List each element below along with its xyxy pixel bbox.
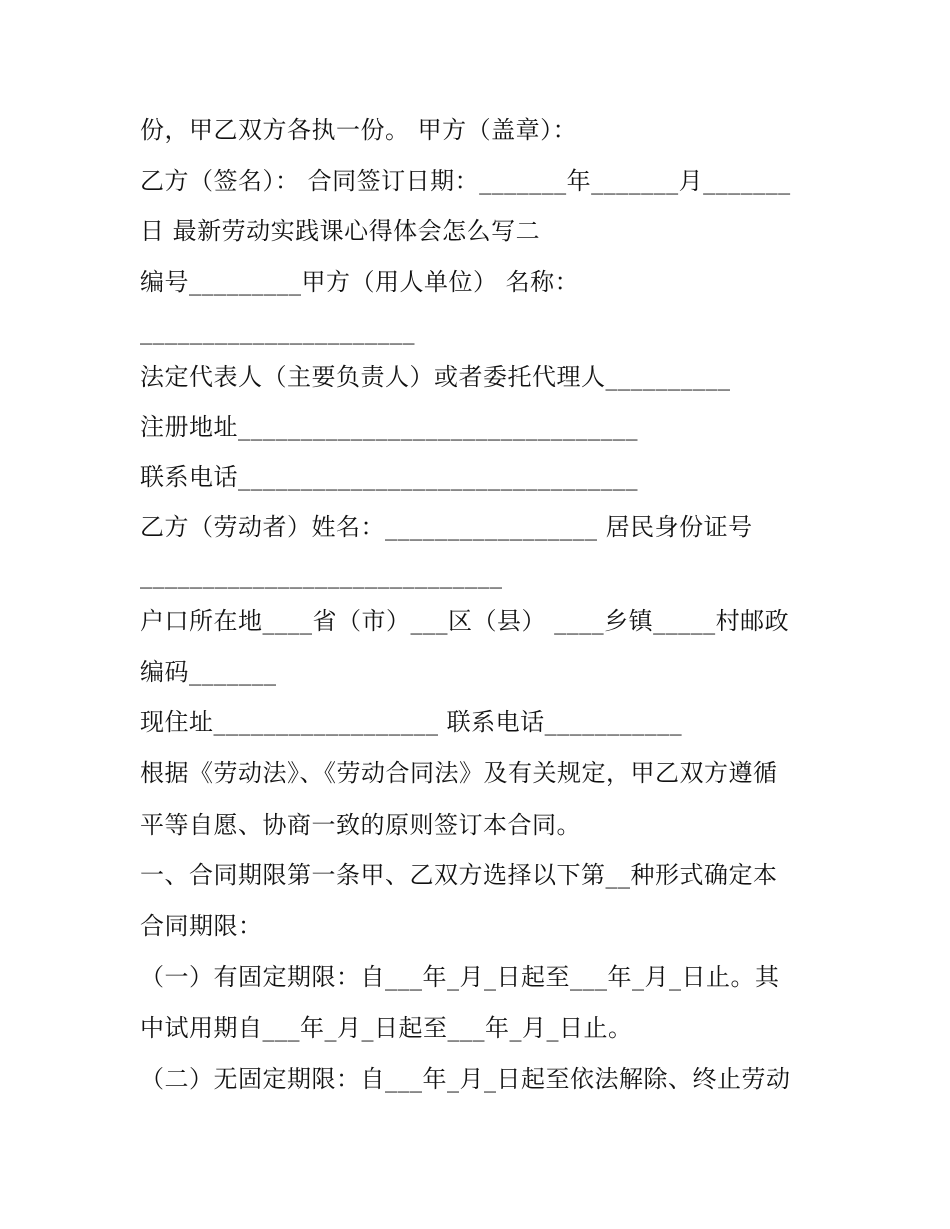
text-line: 法定代表人（主要负责人）或者委托代理人__________ xyxy=(140,363,731,391)
text-line: （一）有固定期限：自___年_月_日起至___年_月_日止。其 xyxy=(140,963,780,991)
text-line: 注册地址________________________________ xyxy=(140,413,638,441)
text-line: 乙方（劳动者）姓名：_________________ 居民身份证号 xyxy=(140,513,753,541)
text-line: 一、合同期限第一条甲、乙双方选择以下第__种形式确定本 xyxy=(140,861,778,889)
text-line: _____________________________ xyxy=(140,561,503,589)
text-line: 根据《劳动法》、《劳动合同法》及有关规定，甲乙双方遵循 xyxy=(140,759,778,787)
text-line: 合同期限： xyxy=(140,912,263,940)
text-line: 现住址__________________ 联系电话___________ xyxy=(140,708,683,736)
text-line: 户口所在地____省（市）___区（县） ____乡镇_____村邮政 xyxy=(140,607,790,635)
text-line: 中试用期自___年_月_日起至___年_月_日止。 xyxy=(140,1014,633,1042)
text-line: 份，甲乙双方各执一份。 甲方（盖章）： xyxy=(140,116,578,144)
text-line: 平等自愿、协商一致的原则签订本合同。 xyxy=(140,811,581,839)
text-line: 联系电话________________________________ xyxy=(140,463,638,491)
text-line: 乙方（签名）： 合同签订日期：_______年_______月_______ xyxy=(140,167,791,195)
text-line: 日 最新劳动实践课心得体会怎么写二 xyxy=(140,217,541,245)
text-line: 编码_______ xyxy=(140,658,277,686)
text-line: ______________________ xyxy=(140,317,415,345)
text-line: （二）无固定期限：自___年_月_日起至依法解除、终止劳动 xyxy=(140,1065,791,1093)
text-line: 编号_________甲方（用人单位） 名称： xyxy=(140,268,580,296)
